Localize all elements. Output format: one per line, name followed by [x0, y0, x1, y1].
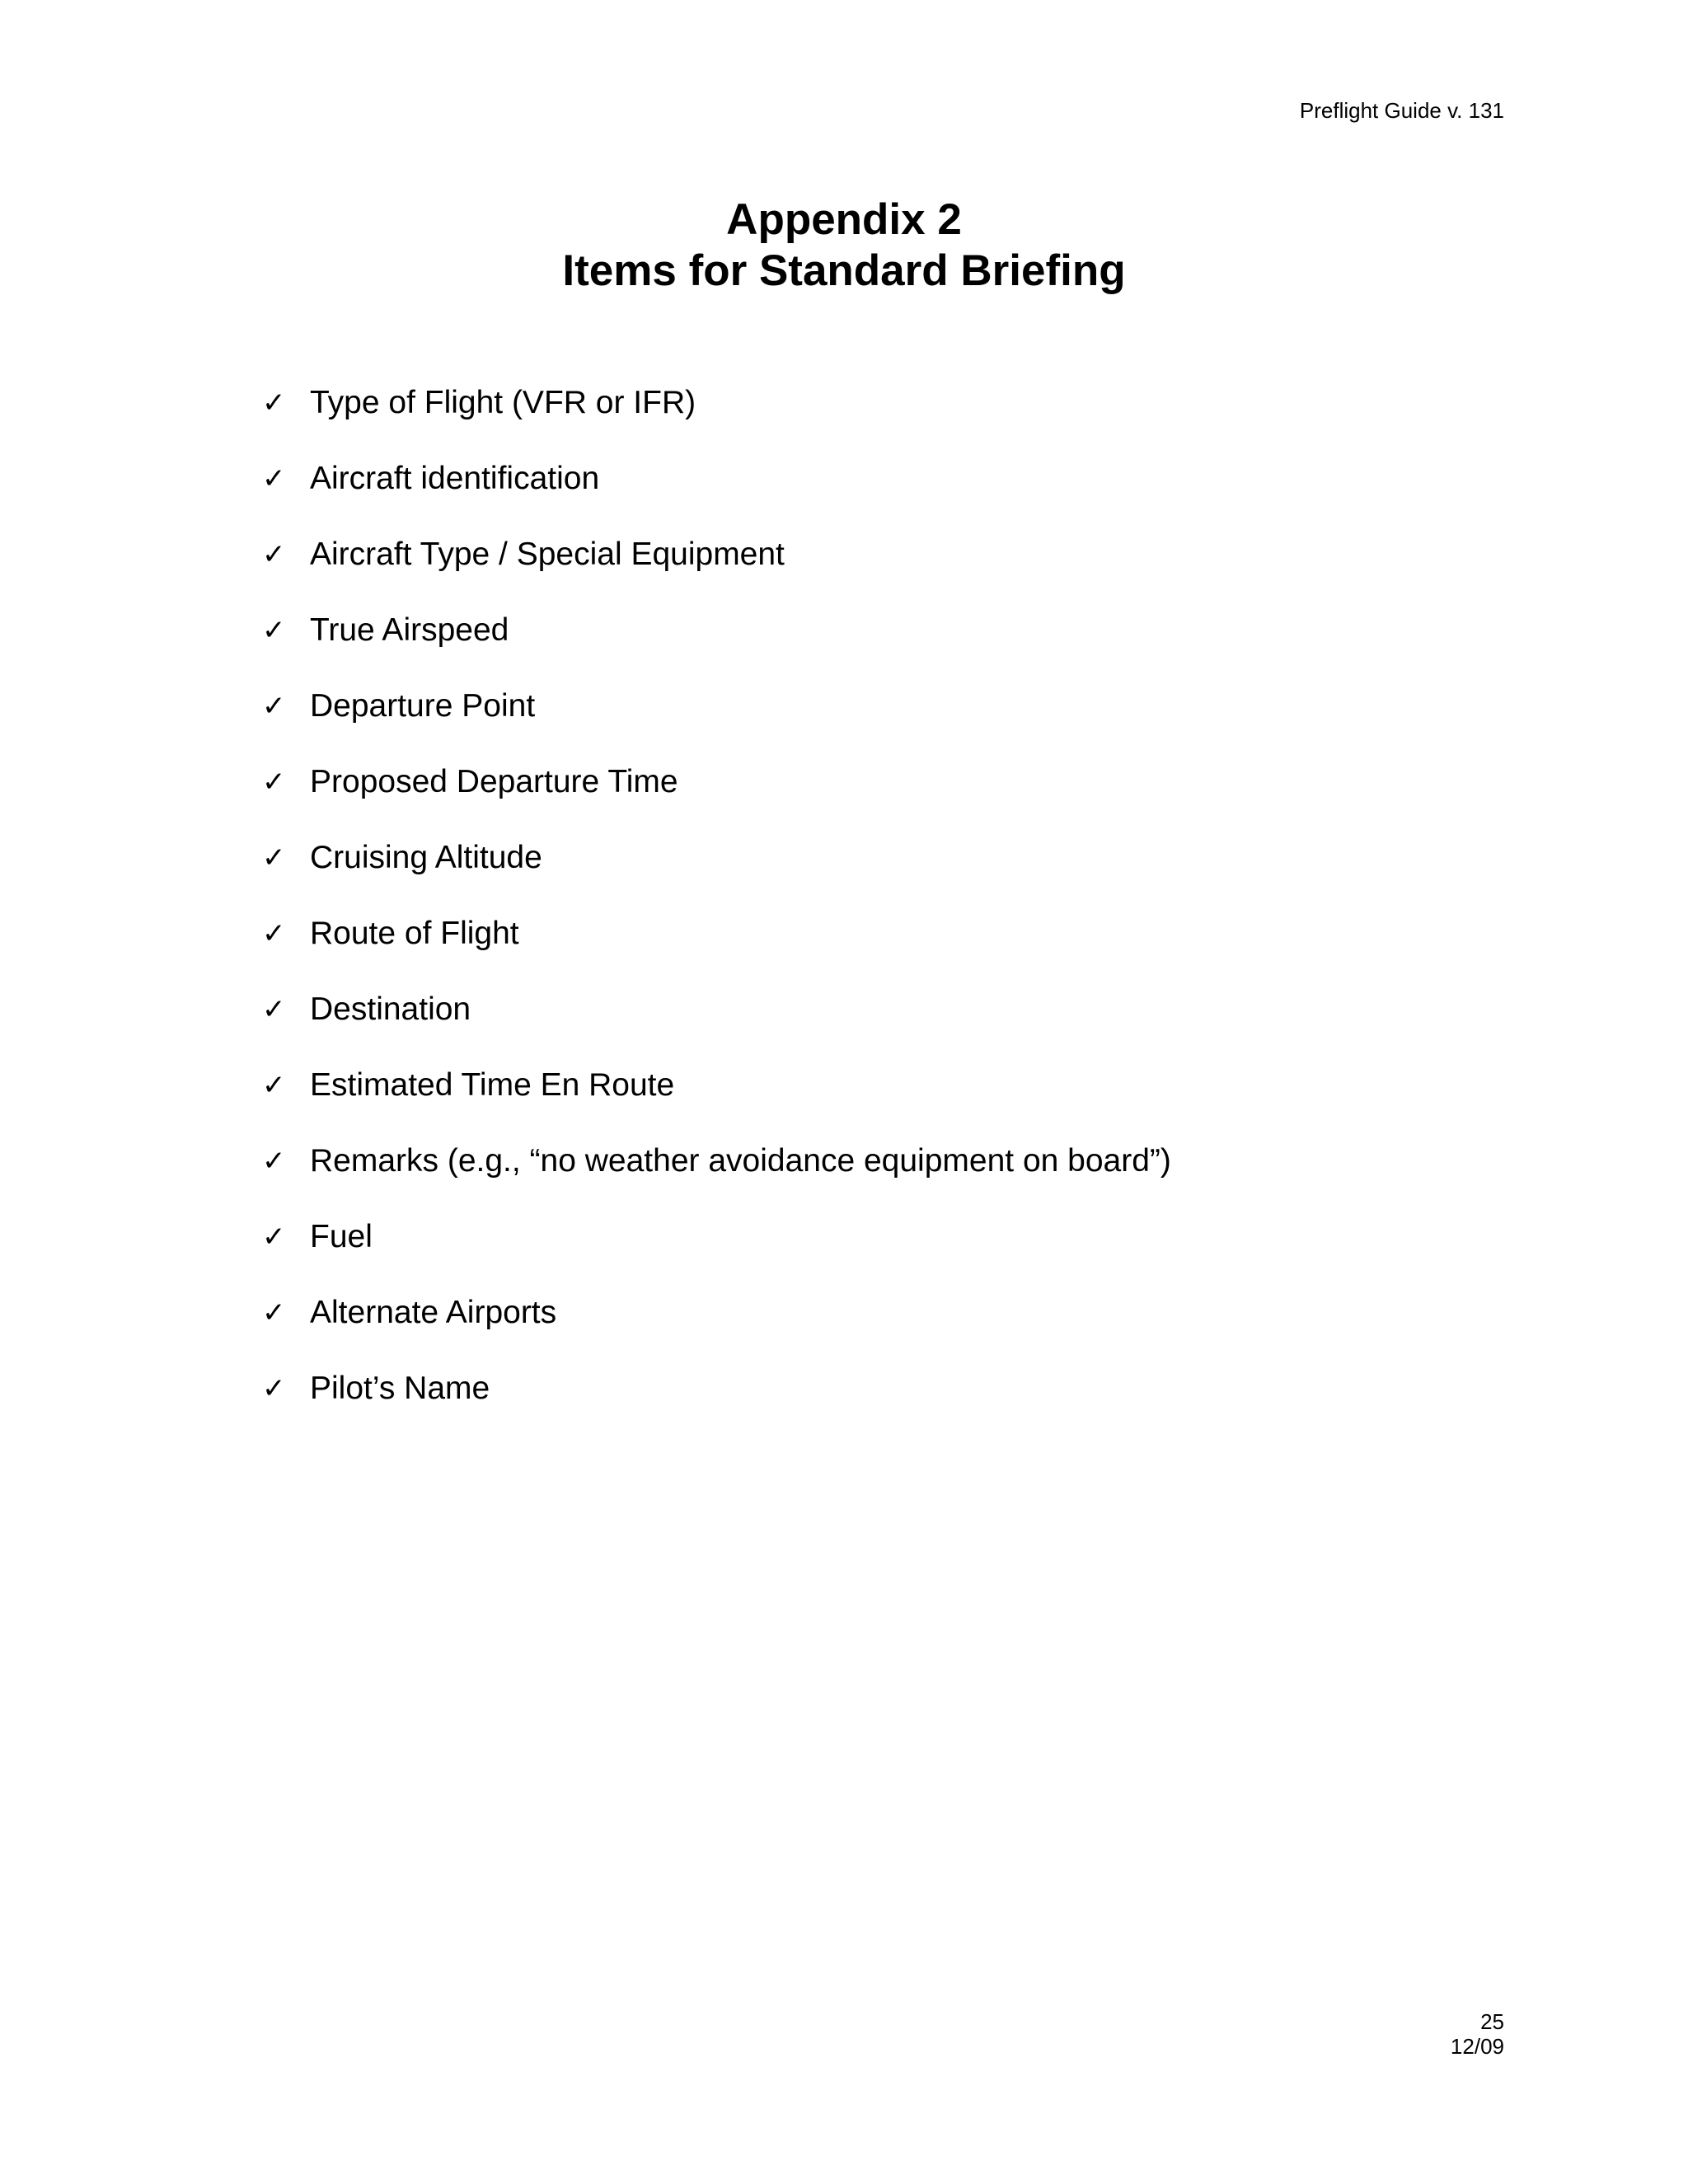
checklist-item-label: Pilot’s Name — [310, 1371, 490, 1406]
checklist-item-label: Cruising Altitude — [310, 840, 542, 875]
checkmark-icon: ✓ — [262, 1145, 286, 1178]
checkmark-icon: ✓ — [262, 538, 286, 571]
checkmark-icon: ✓ — [262, 917, 286, 950]
checklist-item-label: Destination — [310, 991, 471, 1027]
checkmark-icon: ✓ — [262, 1069, 286, 1102]
checklist-item-label: Proposed Departure Time — [310, 764, 678, 799]
checklist-item — [262, 820, 1171, 896]
checkmark-icon: ✓ — [262, 614, 286, 647]
checklist-item — [262, 593, 1171, 668]
checklist-item-label: Route of Flight — [310, 916, 519, 951]
checklist-item-label: Aircraft Type / Special Equipment — [310, 537, 785, 572]
checklist-item-label: True Airspeed — [310, 612, 509, 648]
title-appendix-number: Appendix 2 — [726, 195, 962, 244]
page-title — [0, 194, 1688, 297]
page-footer — [1451, 2009, 1504, 2059]
checklist-item-label: Estimated Time En Route — [310, 1067, 675, 1103]
checklist-item — [262, 365, 1171, 441]
checklist-item — [262, 744, 1171, 820]
checklist-item — [262, 1275, 1171, 1351]
checklist-item — [262, 972, 1171, 1047]
checklist-item-label: Alternate Airports — [310, 1295, 557, 1330]
revision-date: 12/09 — [1450, 2034, 1504, 2059]
briefing-checklist — [262, 365, 1171, 1427]
checklist-item — [262, 896, 1171, 972]
checklist-item — [262, 1123, 1171, 1199]
checkmark-icon: ✓ — [262, 841, 286, 874]
checkmark-icon: ✓ — [262, 1296, 286, 1329]
checklist-item — [262, 441, 1171, 517]
checklist-item-label: Remarks (e.g., “no weather avoidance equipment on board”) — [310, 1143, 1171, 1179]
checklist-item-label: Aircraft identification — [310, 461, 600, 496]
checkmark-icon: ✓ — [262, 690, 286, 723]
checkmark-icon: ✓ — [262, 1372, 286, 1405]
checklist-item — [262, 517, 1171, 593]
checklist-item — [262, 1047, 1171, 1123]
checklist-item — [262, 1199, 1171, 1275]
checkmark-icon: ✓ — [262, 993, 286, 1026]
checkmark-icon: ✓ — [262, 1221, 286, 1254]
checklist-item — [262, 1351, 1171, 1427]
checklist-item-label: Departure Point — [310, 688, 536, 724]
checkmark-icon: ✓ — [262, 462, 286, 495]
checklist-item-label: Type of Flight (VFR or IFR) — [310, 385, 696, 420]
checklist-item — [262, 668, 1171, 744]
title-subject: Items for Standard Briefing — [562, 246, 1126, 295]
checkmark-icon: ✓ — [262, 766, 286, 799]
page-number: 25 — [1480, 2009, 1504, 2034]
checklist-item-label: Fuel — [310, 1219, 373, 1254]
running-header: Preflight Guide v. 131 — [1299, 98, 1504, 123]
checkmark-icon: ✓ — [262, 387, 286, 419]
